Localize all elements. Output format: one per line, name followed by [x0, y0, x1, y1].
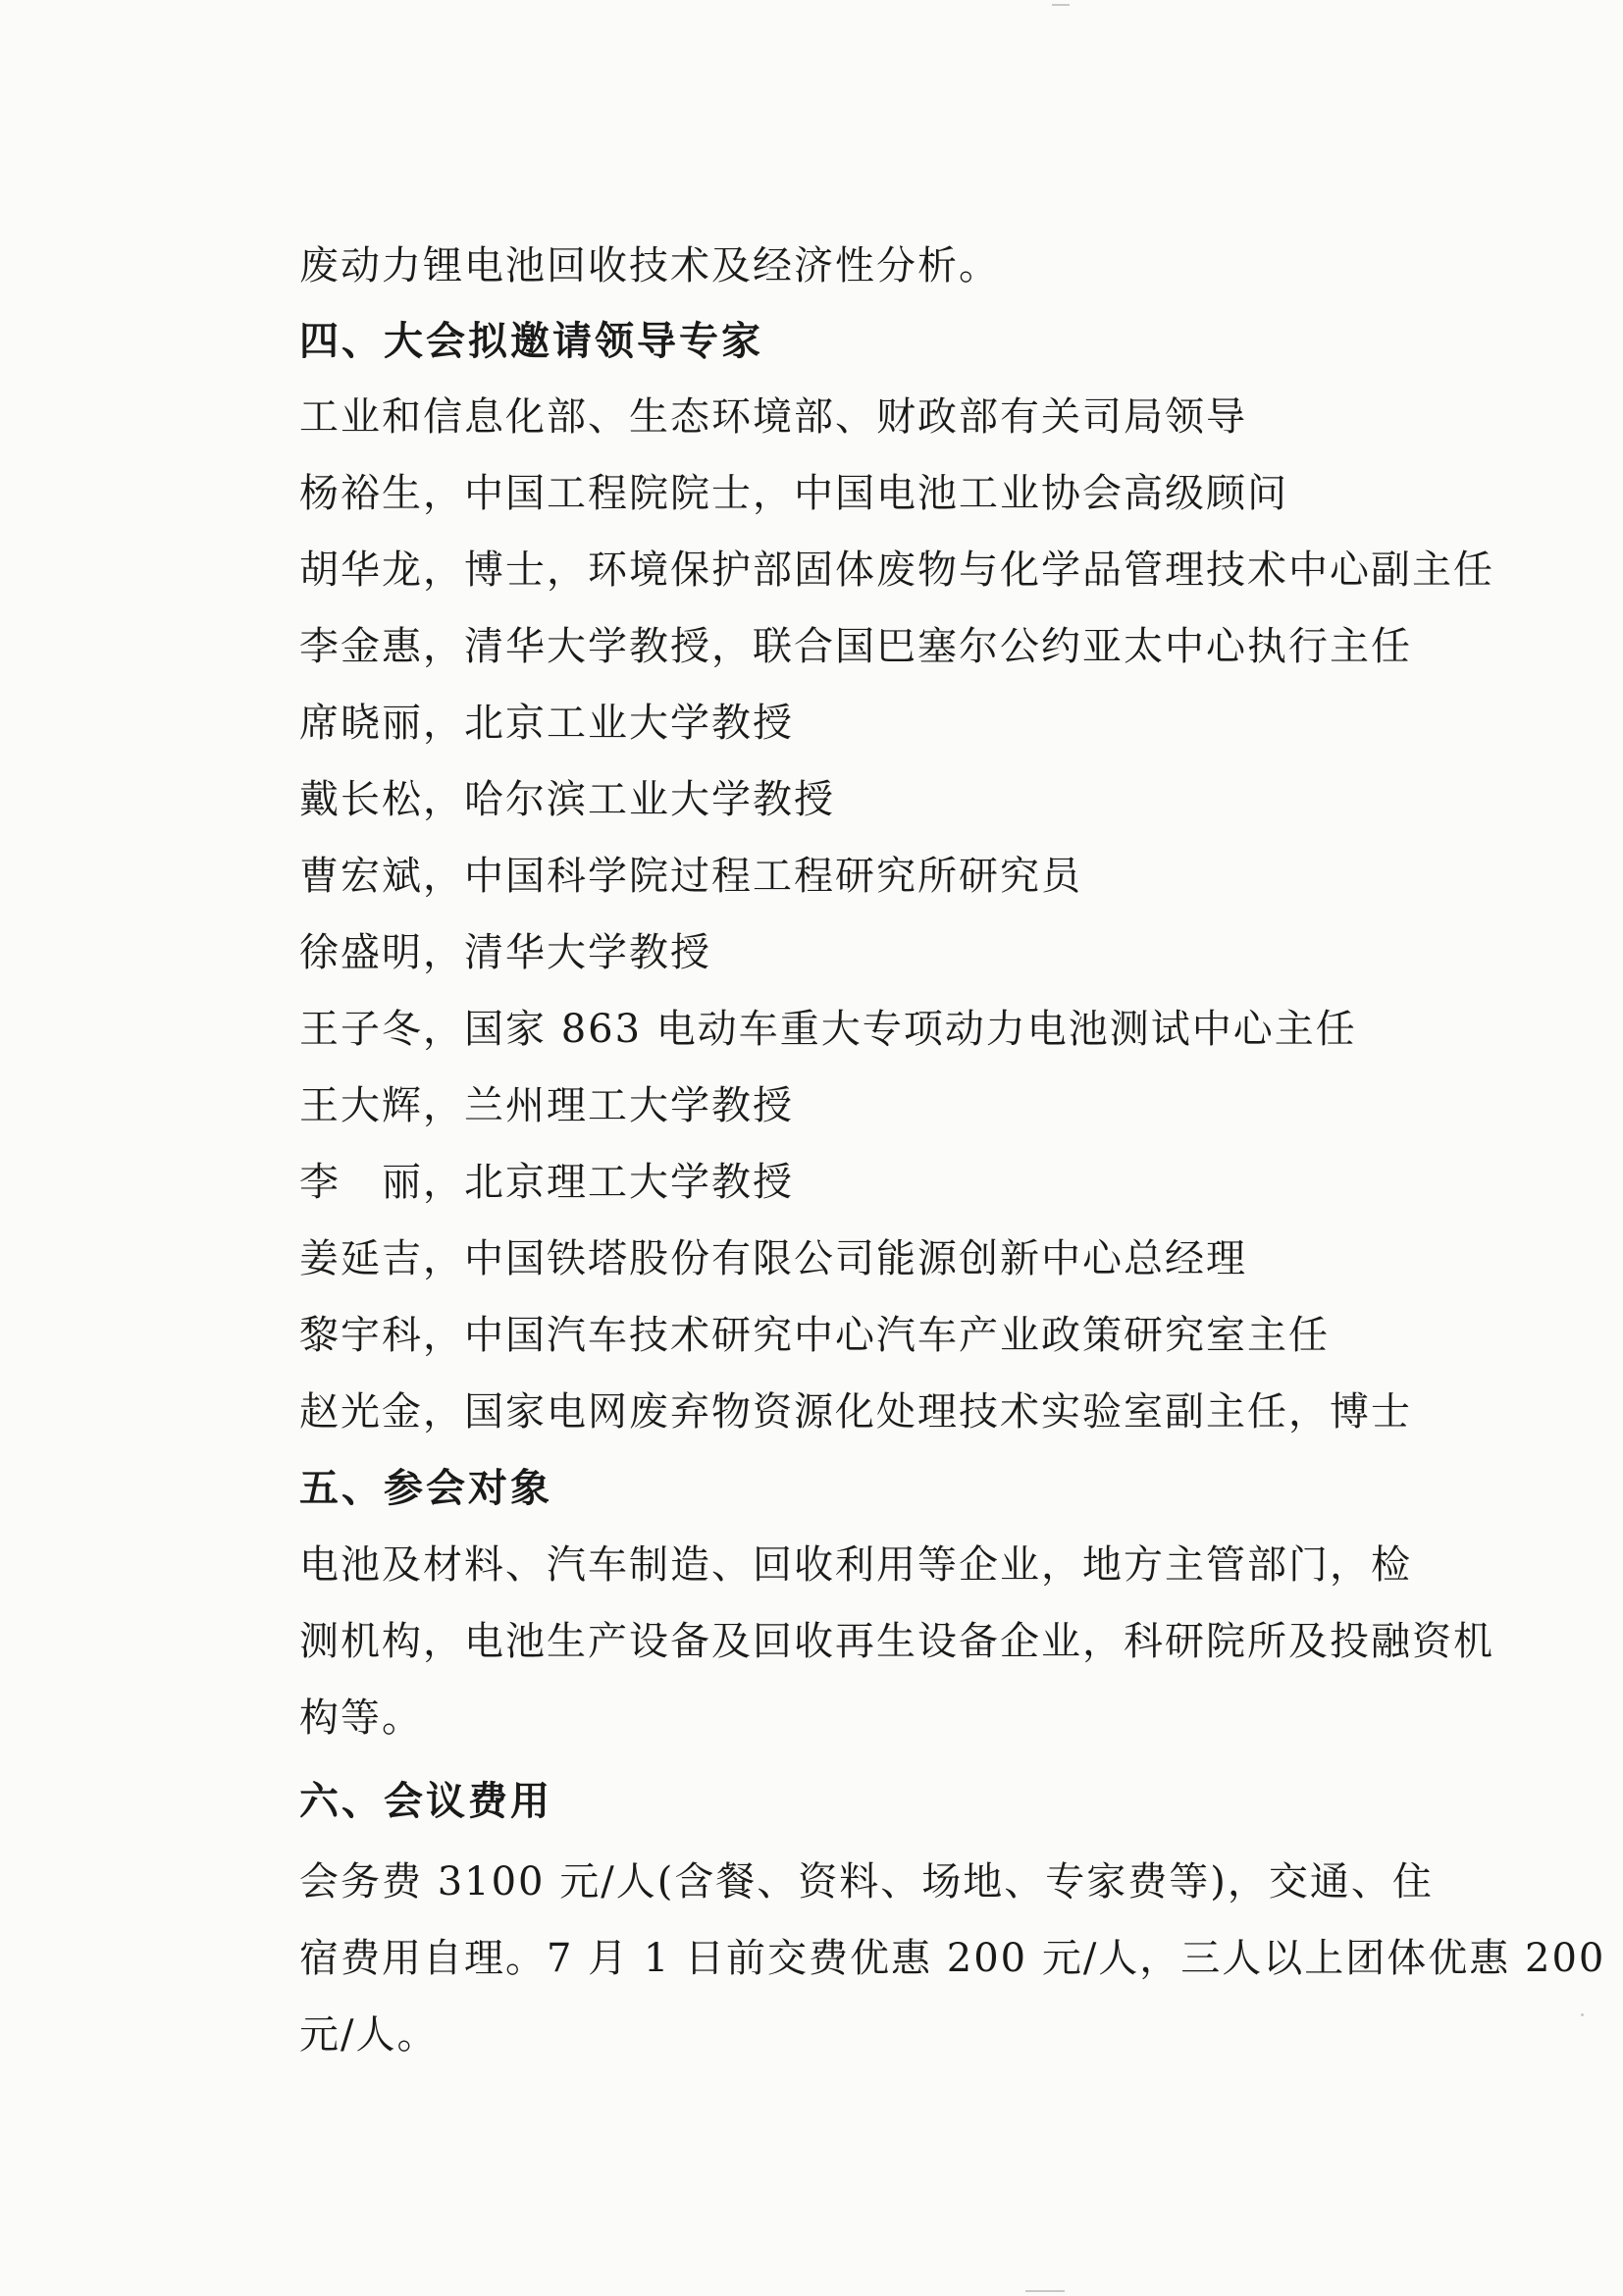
scan-edge-mark	[1052, 4, 1070, 6]
scan-edge-mark	[1025, 2290, 1065, 2292]
expert-list-item: 姜延吉，中国铁塔股份有限公司能源创新中心总经理	[299, 1236, 1247, 1281]
expert-list-item: 赵光金，国家电网废弃物资源化处理技术实验室副主任，博士	[299, 1389, 1412, 1435]
expert-list-item: 工业和信息化部、生态环境部、财政部有关司局领导	[299, 394, 1247, 440]
section-6-paragraph-line: 元/人。	[299, 2012, 439, 2058]
expert-list-item: 戴长松，哈尔滨工业大学教授	[299, 777, 835, 822]
expert-list-item: 李金惠，清华大学教授，联合国巴塞尔公约亚太中心执行主任	[299, 624, 1412, 669]
section-5-heading: 五、参会对象	[299, 1466, 552, 1511]
expert-list-item: 黎宇科，中国汽车技术研究中心汽车产业政策研究室主任	[299, 1313, 1330, 1358]
section-6-paragraph-line: 会务费 3100 元/人(含餐、资料、场地、专家费等)，交通、住	[299, 1859, 1434, 1905]
expert-list-item: 王子冬，国家 863 电动车重大专项动力电池测试中心主任	[299, 1007, 1357, 1052]
section-6-paragraph-line: 宿费用自理。7 月 1 日前交费优惠 200 元/人，三人以上团体优惠 200	[299, 1936, 1606, 1981]
section-6-heading: 六、会议费用	[299, 1779, 552, 1824]
expert-list-item: 徐盛明，清华大学教授	[299, 930, 711, 975]
expert-list-item: 曹宏斌，中国科学院过程工程研究所研究员	[299, 854, 1082, 899]
expert-list-item: 胡华龙，博士，环境保护部固体废物与化学品管理技术中心副主任	[299, 548, 1494, 593]
section-4-heading: 四、大会拟邀请领导专家	[299, 319, 763, 364]
expert-list-item: 席晓丽，北京工业大学教授	[299, 701, 794, 746]
intro-line: 废动力锂电池回收技术及经济性分析。	[299, 243, 1000, 288]
section-5-paragraph-line: 测机构，电池生产设备及回收再生设备企业，科研院所及投融资机	[299, 1619, 1494, 1664]
scan-speck	[1581, 2013, 1584, 2016]
section-5-paragraph-line: 构等。	[299, 1696, 423, 1741]
section-5-paragraph-line: 电池及材料、汽车制造、回收利用等企业，地方主管部门，检	[299, 1542, 1412, 1588]
expert-list-item: 杨裕生，中国工程院院士，中国电池工业协会高级顾问	[299, 471, 1288, 516]
expert-list-item: 王大辉，兰州理工大学教授	[299, 1083, 794, 1128]
expert-list-item: 李 丽，北京理工大学教授	[299, 1160, 794, 1205]
